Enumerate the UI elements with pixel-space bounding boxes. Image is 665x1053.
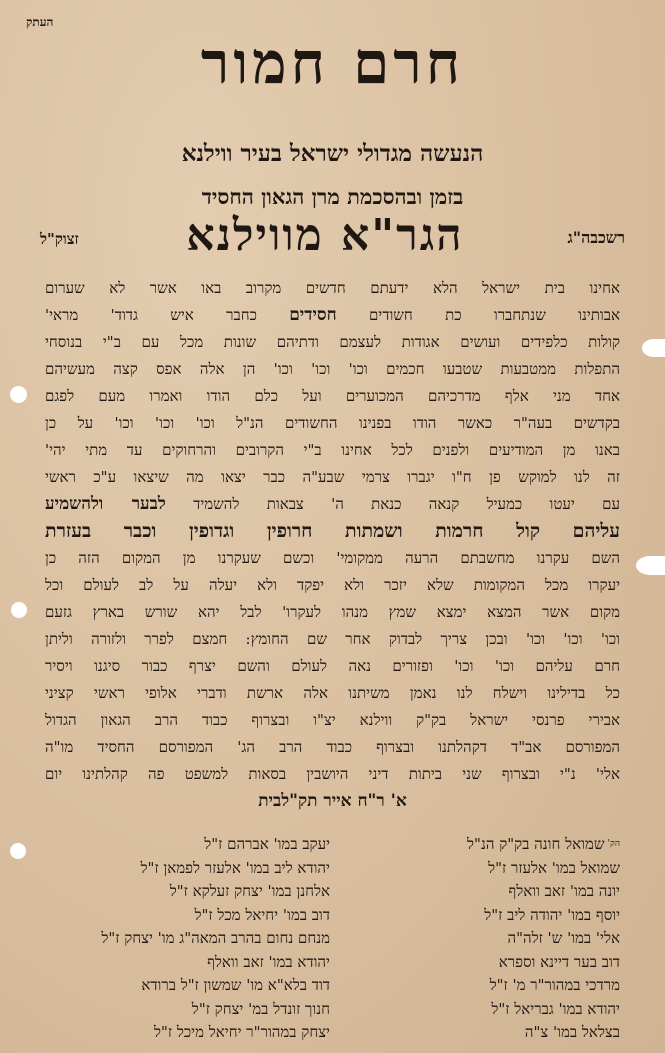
text-line: עליהם קול חרמות ושמתות חרופין וגדופין וכבר בעזרת bbox=[45, 520, 620, 542]
text-line: אלי' נ"י ובצרוף שני ביתות דיני היושבין בסאות למשפט פה קהלתינו יום bbox=[45, 765, 620, 783]
signature: מרדכי במהור"ר מ' ז"ל bbox=[489, 976, 620, 994]
gra-heading bbox=[40, 210, 625, 266]
signature: אלחנן במו' יצחק זעלקא ז"ל bbox=[169, 882, 330, 900]
signature: דוב בער דיינא וספרא bbox=[498, 952, 620, 971]
punch-hole bbox=[11, 602, 27, 618]
signature: אלי' במו' ש' זלה"ה bbox=[507, 929, 620, 947]
signature-column-left bbox=[45, 833, 330, 1045]
signature-prefix: הק' bbox=[607, 839, 620, 849]
signature: יוסף במו' יהודה ליב ז"ל bbox=[484, 905, 620, 924]
punch-hole bbox=[636, 556, 665, 575]
emphasis-word: חסידים bbox=[289, 305, 337, 325]
signature-name: שמואל חונה בק"ק הנ"ל bbox=[467, 835, 605, 853]
text-line: חרם עליהם וכו' וכו' ופזורים נאה לעולם והשם יצרף כבור סיגנו ויסיר bbox=[45, 657, 620, 675]
signature: שמואל במו' אלעזר ז"ל bbox=[488, 858, 620, 877]
text-fragment: כחבר איש גדוד' מראי' bbox=[45, 306, 257, 324]
signature: דוב במו' יחיאל מכל ז"ל bbox=[194, 905, 330, 924]
emphasis-word: לבער ולהשמיע bbox=[45, 494, 166, 514]
gra-name: הגר"א מווילנא bbox=[186, 210, 464, 261]
punch-hole bbox=[642, 339, 665, 357]
signature: יהודא ליב במו' אלעזר לפמאן ז"ל bbox=[140, 858, 330, 877]
subtitle-1: הנעשה מגדולי ישראל בעיר ווילנא bbox=[181, 140, 484, 167]
subtitle-2: בזמן ובהסכמת מרן הגאון החסיד bbox=[201, 184, 464, 209]
text-line: התפלות ממטבעות שטבעו חכמים וכו' וכו' וכו' הן אלה אפס קצה מעשיהם bbox=[45, 360, 620, 378]
text-line: כל בדילינו וישלח לנו נאמן משיתנו אלה ארשת ודברי אלופי ראשי קציני bbox=[45, 684, 620, 702]
signature: חנוך זונדל במ' יצחק ז"ל bbox=[191, 999, 330, 1018]
signature: בצלאל במו' צ"ה bbox=[524, 1023, 620, 1041]
signature: יהודא במו' גבריאל ז"ל bbox=[491, 999, 620, 1018]
text-line: השם עקרנו מחשבתם הרעה ממקומי' וכשם שעקרנו מן המקום הזה כן bbox=[45, 549, 620, 567]
text-line: אבירי פרנסי ישראל בק"ק ווילנא יצ"ו ובצרוף כבוד הרב הגאון הגדול bbox=[45, 711, 620, 729]
text-line: מקום אשר המצא ימצא שמץ מנהו לעקרו' לבל יהא שורש בארץ גזעם bbox=[45, 603, 620, 621]
text-line: באנו מן המודיעים ולפנים לכל אחינו ב"י הקרובים והרחוקים עד מתי יהי' bbox=[45, 441, 620, 459]
signature: יהודא במו' זאב וואלף bbox=[207, 952, 330, 971]
gra-suffix: זצוק"ל bbox=[40, 230, 79, 248]
proclamation-text bbox=[45, 275, 620, 815]
signature: יצחק במהור"ר יחיאל מיכל ז"ל bbox=[153, 1023, 330, 1041]
signature bbox=[335, 833, 620, 857]
signatures bbox=[45, 833, 620, 1043]
text-line: וכו' וכו' וכו' ובכן צריך לבדוק אחר שם החומץ: חמצם לפרר ולזורה וליתן bbox=[45, 630, 620, 648]
text-line bbox=[45, 491, 620, 518]
gra-prefix: רשכבה"ג bbox=[567, 228, 625, 247]
date-line: א' ר"ח אייר תק"לבית bbox=[258, 791, 407, 811]
signature: יונה במו' זאב וואלף bbox=[508, 882, 620, 900]
text-line: אחד מני אלף מדרכיהם המכוערים ועל כלם הודו ואמרו מעם לפגם bbox=[45, 387, 620, 405]
text-fragment: עם יעטו כמעיל קנאה כנאת ה' צבאות להשמיד bbox=[193, 495, 620, 513]
text-fragment: אבותינו שנתחברו כת חשודים bbox=[368, 306, 620, 324]
signature: מנחם נחום בהרב המאה"ג מו' יצחק ז"ל bbox=[101, 929, 330, 947]
text-line bbox=[45, 302, 620, 329]
signature: דוד בלא"א מו' שמשון ז"ל ברודא bbox=[141, 976, 330, 994]
text-line: זה לנו למוקש פן ח"ו יגברו צרמי שבע"ה כבר יצאו מה שיצאו ע"כ ראשי bbox=[45, 468, 620, 486]
copy-mark: העתק bbox=[26, 15, 54, 29]
text-line: אחינו בית ישראל הלא ידעתם חדשים מקרוב באו אשר לא שערום bbox=[45, 279, 620, 297]
text-line: יעקרו מכל המקומות שלא יזכר ולא יפקד ולא יעלה על לב לעולם וכל bbox=[45, 576, 620, 594]
signature-column-right bbox=[335, 833, 620, 1045]
punch-hole bbox=[10, 843, 26, 859]
signature: יעקב במו' אברהם ז"ל bbox=[204, 835, 330, 853]
text-line: המפורסם אב"ד דקהלתנו ובצרוף כבוד הרב הג' המפורסם החסיד מו"ה bbox=[45, 738, 620, 756]
text-line: קולות כלפידים ועושים אגודות לעצמם ודתיהם שונות מכל עם ב"י בנוסחי bbox=[45, 333, 620, 351]
text-line: בקדשים בעה"ר כאשר הודו בפנינו החשודים הנ"ל וכו' וכו' וכו' על כן bbox=[45, 414, 620, 432]
punch-hole bbox=[10, 386, 27, 403]
page-title: חרם חמור bbox=[200, 29, 465, 97]
